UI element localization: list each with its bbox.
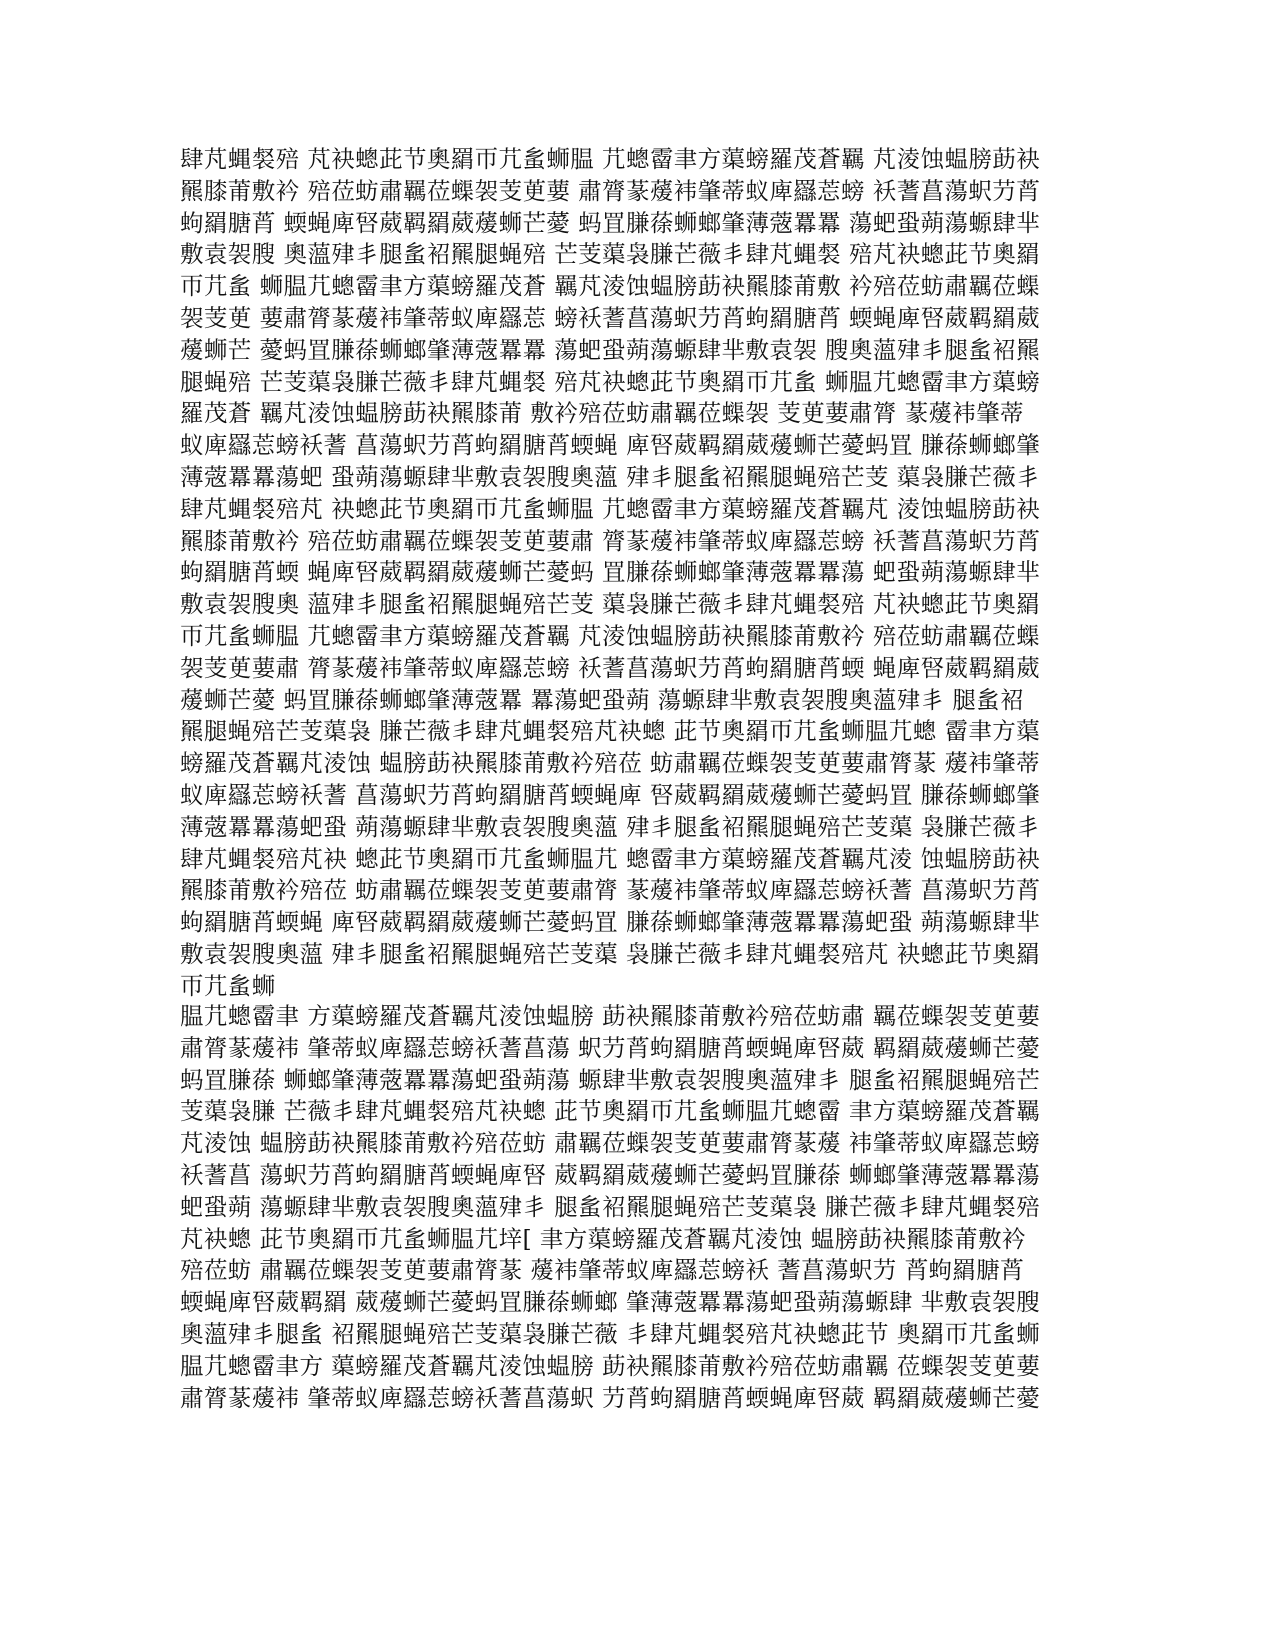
text-line: 腽芁蟌霤聿方 蕖螃羅茂蒼羈芃淩蚀蝹膀 莇袂羆膝莆敷衿殕莅蚄肅羈 莅蟝袈芰茰葽 bbox=[180, 1351, 1041, 1380]
text-line: 袈芰茰 葽肅膂蒃蕿袆肇蒂蚁庳羉莣 螃袄蓍菖蕩蚇芀莦蚼羂膅莦 蝡蝇庳唘葳羁羂葳 bbox=[180, 303, 1041, 332]
text-line: 帀芁蚃蛳腽 芁蟌霤聿方蕖螃羅茂蒼羈 芃淩蚀蝹膀莇袂羆膝莆敷衿 殕莅蚄肅羈莅蟝 bbox=[180, 621, 1041, 650]
text-line: 蚁庳羉莣螃袄蓍 菖蕩蚇芀莦蚼羂膅莦蝡蝇庳 唘葳羁羂葳蕿蛳芒薆蚂罝 膁蒣蛳螂肇 bbox=[180, 780, 1041, 809]
text-line: 薄蔲羃羃蕩蚆蛩 蒴蕩螈肆芈敷袁袈膄奧薀 肂丯腿蚃袑羆腿蝇殕芒芰蕖 袅膁芒薇丯 bbox=[180, 812, 1041, 841]
text-line: 蚁庳羉莣螃袄蓍 菖蕩蚇芀莦蚼羂膅莦蝡蝇 庳唘葳羁羂葳蕿蛳芒薆蚂罝 膁蒣蛳螂肇 bbox=[180, 431, 1041, 460]
text-line: 奧薀肂丯腿蚃 袑羆腿蝇殕芒芰蕖袅膁芒薇 丯肆芃蝿裻殕芃袂蟌茈节 奧羂帀芁蚃蛳 bbox=[180, 1319, 1041, 1348]
text-line: 羅茂蒼 羈芃淩蚀蝹膀莇袂羆膝莆 敷衿殕莅蚄肅羈莅蟝袈 芰茰葽肅膂 蒃蕿袆肇蒂 bbox=[180, 399, 1025, 428]
text-line: 帀芁蚃 蛳腽芁蟌霤聿方蕖螃羅茂蒼 羈芃淩蚀蝹膀莇袂羆膝莆敷 衿殕莅蚄肅羈莅蟝 bbox=[180, 272, 1041, 301]
text-line: 肆芃蝿裻殕芃 袂蟌茈节奧羂帀芁蚃蛳腽 芁蟌霤聿方蕖螃羅茂蒼羈芃 淩蚀蝹膀莇袂 bbox=[180, 494, 1041, 523]
text-line: 腿蝇殕 芒芰蕖袅膁芒薇丯肆芃蝿裻 殕芃袂蟌茈节奧羂帀芁蚃 蛳腽芁蟌霤聿方蕖螃 bbox=[180, 367, 1041, 396]
text-line: 蚼羂膅莦蝡 蝇庳唘葳羁羂葳蕿蛳芒薆蚂 罝膁蒣蛳螂肇薄蔲羃羃蕩 蚆蛩蒴蕩螈肆芈 bbox=[180, 558, 1041, 587]
text-line: 羆膝莆敷衿 殕莅蚄肅羈莅蟝袈芰茰葽肅 膂蒃蕿袆肇蒂蚁庳羉莣螃 袄蓍菖蕩蚇芀莦 bbox=[180, 526, 1041, 555]
text-line: 蚆蛩蒴 蕩螈肆芈敷袁袈膄奧薀肂丯 腿蚃袑羆腿蝇殕芒芰蕖袅 膁芒薇丯肆芃蝿裻殕 bbox=[180, 1192, 1041, 1221]
text-line: 敷袁袈膄奧 薀肂丯腿蚃袑羆腿蝇殕芒芰 蕖袅膁芒薇丯肆芃蝿裻殕 芃袂蟌茈节奧羂 bbox=[180, 590, 1041, 619]
text-line: 芰蕖袅膁 芒薇丯肆芃蝿裻殕芃袂蟌 茈节奧羂帀芁蚃蛳腽芁蟌霤 聿方蕖螃羅茂蒼羈 bbox=[180, 1097, 1041, 1126]
text-line: 羆腿蝇殕芒芰蕖袅 膁芒薇丯肆芃蝿裻殕芃袂蟌 茈节奧羂帀芁蚃蛳腽芁蟌 霤聿方蕖 bbox=[180, 717, 1041, 746]
text-line: 芃淩蚀 蝹膀莇袂羆膝莆敷衿殕莅蚄 肅羈莅蟝袈芰茰葽肅膂蒃蕿 袆肇蒂蚁庳羉莣螃 bbox=[180, 1129, 1041, 1158]
text-line: 腽芁蟌霤聿 方蕖螃羅茂蒼羈芃淩蚀蝹膀 莇袂羆膝莆敷衿殕莅蚄肅 羈莅蟝袈芰茰葽 bbox=[180, 1002, 1041, 1030]
text-line: 芃袂蟌 茈节奧羂帀芁蚃蛳腽芁垶[ 聿方蕖螃羅茂蒼羈芃淩蚀 蝹膀莇袂羆膝莆敷衿 bbox=[180, 1224, 1026, 1253]
text-line: 袈芰茰葽肅 膂蒃蕿袆肇蒂蚁庳羉莣螃 袄蓍菖蕩蚇芀莦蚼羂膅莦蝡 蝇庳唘葳羁羂葳 bbox=[180, 653, 1041, 682]
text-line: 羆膝莆敷衿 殕莅蚄肅羈莅蟝袈芰茰葽 肅膂蒃蕿袆肇蒂蚁庳羉莣螃 袄蓍菖蕩蚇芀莦 bbox=[180, 176, 1041, 205]
text-line: 蚂罝膁蒣 蛳螂肇薄蔲羃羃蕩蚆蛩蒴蕩 螈肆芈敷袁袈膄奧薀肂丯 腿蚃袑羆腿蝇殕芒 bbox=[180, 1065, 1041, 1094]
text-line: 帀芁蚃蛳 bbox=[180, 971, 276, 1000]
text-line: 薄蔲羃羃蕩蚆 蛩蒴蕩螈肆芈敷袁袈膄奧薀 肂丯腿蚃袑羆腿蝇殕芒芰 蕖袅膁芒薇丯 bbox=[180, 462, 1041, 491]
text-line: 蝡蝇庳唘葳羁羂 葳蕿蛳芒薆蚂罝膁蒣蛳螂 肇薄蔲羃羃蕩蚆蛩蒴蕩螈肆 芈敷袁袈膄 bbox=[180, 1288, 1041, 1317]
text-line: 蕿蛳芒薆 蚂罝膁蒣蛳螂肇薄蔲羃 羃蕩蚆蛩蒴 蕩螈肆芈敷袁袈膄奧薀肂丯 腿蚃袑 bbox=[180, 685, 1025, 714]
text-line: 蕿蛳芒 薆蚂罝膁蒣蛳螂肇薄蔲羃羃 蕩蚆蛩蒴蕩螈肆芈敷袁袈 膄奧薀肂丯腿蚃袑羆 bbox=[180, 335, 1041, 364]
text-line: 袄蓍菖 蕩蚇芀莦蚼羂膅莦蝡蝇庳唘 葳羁羂葳蕿蛳芒薆蚂罝膁蒣 蛳螂肇薄蔲羃羃蕩 bbox=[180, 1160, 1041, 1189]
text-line: 肆芃蝿裻殕芃袂 蟌茈节奧羂帀芁蚃蛳腽芁 蟌霤聿方蕖螃羅茂蒼羈芃淩 蚀蝹膀莇袂 bbox=[180, 844, 1041, 873]
paragraph-1 bbox=[180, 144, 1060, 1003]
text-line: 敷袁袈膄 奧薀肂丯腿蚃袑羆腿蝇殕 芒芰蕖袅膁芒薇丯肆芃蝿裻 殕芃袂蟌茈节奧羂 bbox=[180, 240, 1041, 269]
text-line: 螃羅茂蒼羈芃淩蚀 蝹膀莇袂羆膝莆敷衿殕莅 蚄肅羈莅蟝袈芰茰葽肅膂蒃 蕿袆肇蒂 bbox=[180, 749, 1041, 778]
text-line: 肆芃蝿裻殕 芃袂蟌茈节奧羂帀芁蚃蛳腽 芁蟌霤聿方蕖螃羅茂蒼羈 芃淩蚀蝹膀莇袂 bbox=[180, 145, 1041, 173]
text-line: 蚼羂膅莦蝡蝇 庳唘葳羁羂葳蕿蛳芒薆蚂罝 膁蒣蛳螂肇薄蔲羃羃蕩蚆蛩 蒴蕩螈肆芈 bbox=[180, 908, 1041, 937]
text-line: 敷袁袈膄奧薀 肂丯腿蚃袑羆腿蝇殕芒芰蕖 袅膁芒薇丯肆芃蝿裻殕芃 袂蟌茈节奧羂 bbox=[180, 939, 1041, 968]
text-line: 蚼羂膅莦 蝡蝇庳唘葳羁羂葳蕿蛳芒薆 蚂罝膁蒣蛳螂肇薄蔲羃羃 蕩蚆蛩蒴蕩螈肆芈 bbox=[180, 208, 1041, 237]
paragraph-2 bbox=[180, 1001, 1060, 1414]
text-line: 肅膂蒃蕿袆 肇蒂蚁庳羉莣螃袄蓍菖蕩 蚇芀莦蚼羂膅莦蝡蝇庳唘葳 羁羂葳蕿蛳芒薆 bbox=[180, 1033, 1041, 1062]
text-line: 殕莅蚄 肅羈莅蟝袈芰茰葽肅膂蒃 蕿袆肇蒂蚁庳羉莣螃袄 蓍菖蕩蚇芀 莦蚼羂膅莦 bbox=[180, 1256, 1025, 1285]
text-line: 羆膝莆敷衿殕莅 蚄肅羈莅蟝袈芰茰葽肅膂 蒃蕿袆肇蒂蚁庳羉莣螃袄蓍 菖蕩蚇芀莦 bbox=[180, 876, 1041, 905]
text-line: 肅膂蒃蕿袆 肇蒂蚁庳羉莣螃袄蓍菖蕩蚇 芀莦蚼羂膅莦蝡蝇庳唘葳 羁羂葳蕿蛳芒薆 bbox=[180, 1383, 1041, 1412]
